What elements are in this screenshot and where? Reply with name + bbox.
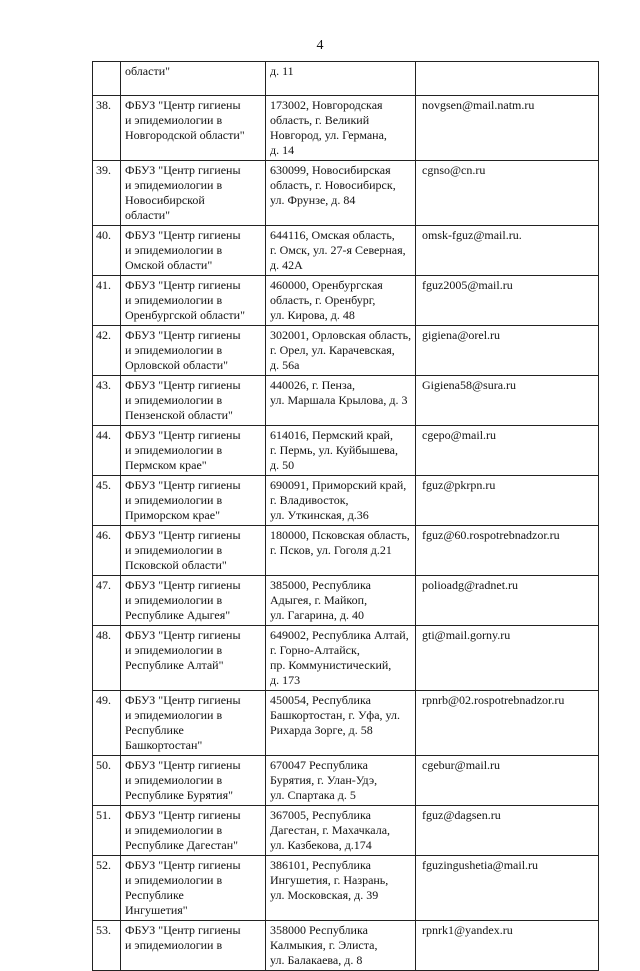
organization-email: rpnrk1@yandex.ru [416,921,599,971]
organization-name: ФБУЗ "Центр гигиены и эпидемиологии в Псковской области" [121,526,266,576]
organization-email: cgnso@cn.ru [416,161,599,226]
organization-address: 670047 Республика Бурятия, г. Улан-Удэ, ул. Спартака д. 5 [266,756,416,806]
row-number: 48. [93,626,121,691]
row-number: 51. [93,806,121,856]
organization-name: ФБУЗ "Центр гигиены и эпидемиологии в Республике Дагестан" [121,806,266,856]
row-number: 41. [93,276,121,326]
row-number: 49. [93,691,121,756]
table-row [93,426,599,476]
row-number: 52. [93,856,121,921]
table-row [93,326,599,376]
organization-address: д. 11 [266,62,416,96]
row-number: 43. [93,376,121,426]
table-row [93,856,599,921]
organization-email: fguz@60.rospotrebnadzor.ru [416,526,599,576]
organization-name: ФБУЗ "Центр гигиены и эпидемиологии в Новгородской области" [121,96,266,161]
organization-address: 460000, Оренбургская область, г. Оренбург, ул. Кирова, д. 48 [266,276,416,326]
organization-address: 630099, Новосибирская область, г. Новосибирск, ул. Фрунзе, д. 84 [266,161,416,226]
institutions-table [92,61,599,971]
table-row [93,276,599,326]
table-row [93,376,599,426]
organization-address: 644116, Омская область, г. Омск, ул. 27-я Северная, д. 42А [266,226,416,276]
row-number: 38. [93,96,121,161]
organization-address: 173002, Новгородская область, г. Великий Новгород, ул. Германа, д. 14 [266,96,416,161]
organization-name: ФБУЗ "Центр гигиены и эпидемиологии в [121,921,266,971]
table-row [93,226,599,276]
organization-email: rpnrb@02.rospotrebnadzor.ru [416,691,599,756]
organization-name: ФБУЗ "Центр гигиены и эпидемиологии в Новосибирской области" [121,161,266,226]
table-row [93,806,599,856]
organization-email: novgsen@mail.natm.ru [416,96,599,161]
organization-name: ФБУЗ "Центр гигиены и эпидемиологии в Приморском крае" [121,476,266,526]
organization-name: ФБУЗ "Центр гигиены и эпидемиологии в Орловской области" [121,326,266,376]
table-row [93,62,599,96]
row-number: 40. [93,226,121,276]
row-number: 47. [93,576,121,626]
organization-name: ФБУЗ "Центр гигиены и эпидемиологии в Пензенской области" [121,376,266,426]
organization-name: ФБУЗ "Центр гигиены и эпидемиологии в Республике Алтай" [121,626,266,691]
row-number: 42. [93,326,121,376]
organization-address: 649002, Республика Алтай, г. Горно-Алтайск, пр. Коммунистический, д. 173 [266,626,416,691]
organization-email [416,62,599,96]
organization-address: 385000, Республика Адыгея, г. Майкоп, ул. Гагарина, д. 40 [266,576,416,626]
table-row [93,161,599,226]
table-body [93,62,599,971]
row-number: 46. [93,526,121,576]
row-number: 53. [93,921,121,971]
organization-name: ФБУЗ "Центр гигиены и эпидемиологии в Республике Башкортостан" [121,691,266,756]
row-number: 45. [93,476,121,526]
table-row [93,526,599,576]
organization-address: 367005, Республика Дагестан, г. Махачкала, ул. Казбекова, д.174 [266,806,416,856]
organization-email: fguz@pkrpn.ru [416,476,599,526]
organization-address: 386101, Республика Ингушетия, г. Назрань, ул. Московская, д. 39 [266,856,416,921]
organization-name: ФБУЗ "Центр гигиены и эпидемиологии в Оренбургской области" [121,276,266,326]
table-row [93,476,599,526]
row-number: 44. [93,426,121,476]
table-row [93,576,599,626]
table-row [93,96,599,161]
organization-email: fguz2005@mail.ru [416,276,599,326]
table-row [93,691,599,756]
table-row [93,921,599,971]
organization-email: cgebur@mail.ru [416,756,599,806]
organization-email: omsk-fguz@mail.ru. [416,226,599,276]
organization-address: 302001, Орловская область, г. Орел, ул. Карачевская, д. 56а [266,326,416,376]
organization-email: Gigiena58@sura.ru [416,376,599,426]
row-number: 50. [93,756,121,806]
organization-email: polioadg@radnet.ru [416,576,599,626]
organization-address: 180000, Псковская область, г. Псков, ул. Гоголя д.21 [266,526,416,576]
table-row [93,756,599,806]
organization-address: 450054, Республика Башкортостан, г. Уфа, ул. Рихарда Зорге, д. 58 [266,691,416,756]
organization-email: gti@mail.gorny.ru [416,626,599,691]
row-number: 39. [93,161,121,226]
table-row [93,626,599,691]
organization-email: fguz@dagsen.ru [416,806,599,856]
organization-email: cgepo@mail.ru [416,426,599,476]
organization-address: 614016, Пермский край, г. Пермь, ул. Куйбышева, д. 50 [266,426,416,476]
organization-email: gigiena@orel.ru [416,326,599,376]
organization-name: ФБУЗ "Центр гигиены и эпидемиологии в Республике Бурятия" [121,756,266,806]
organization-email: fguzingushetia@mail.ru [416,856,599,921]
organization-address: 358000 Республика Калмыкия, г. Элиста, ул. Балакаева, д. 8 [266,921,416,971]
page-number: 4 [316,38,324,53]
organization-name: ФБУЗ "Центр гигиены и эпидемиологии в Омской области" [121,226,266,276]
organization-name: ФБУЗ "Центр гигиены и эпидемиологии в Пермском крае" [121,426,266,476]
organization-name: области" [121,62,266,96]
organization-name: ФБУЗ "Центр гигиены и эпидемиологии в Республике Адыгея" [121,576,266,626]
organization-address: 440026, г. Пенза, ул. Маршала Крылова, д. 3 [266,376,416,426]
organization-name: ФБУЗ "Центр гигиены и эпидемиологии в Республике Ингушетия" [121,856,266,921]
organization-address: 690091, Приморский край, г. Владивосток, ул. Уткинская, д.36 [266,476,416,526]
row-number [93,62,121,96]
